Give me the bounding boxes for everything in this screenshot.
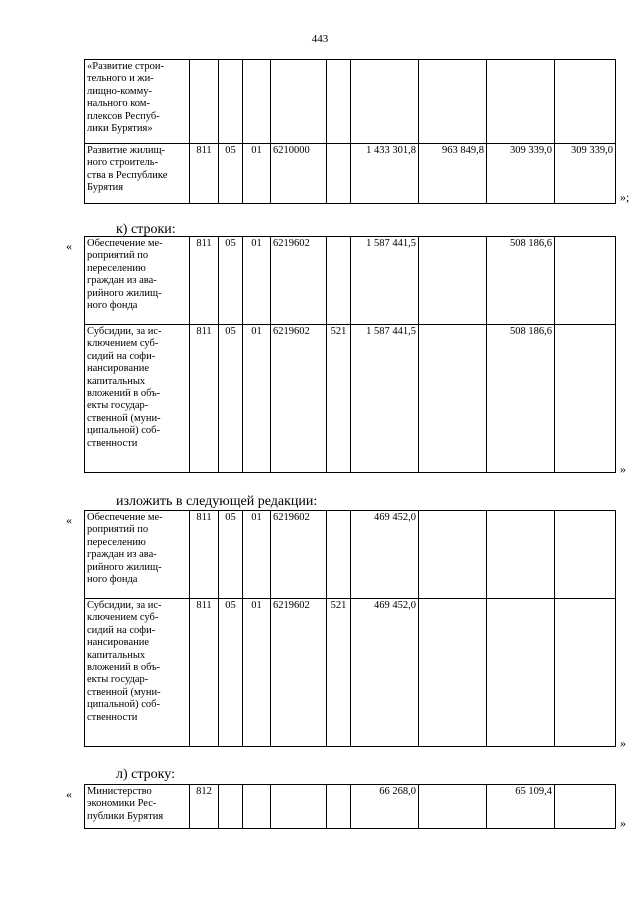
subsection-cell: 01 xyxy=(243,237,271,325)
amount-2015-cell xyxy=(555,599,616,747)
amount-2015-cell: 309 339,0 xyxy=(555,144,616,204)
amount-2013-cell: 1 587 441,5 xyxy=(351,237,419,325)
amount-2013-cell: 1 587 441,5 xyxy=(351,325,419,473)
table-row xyxy=(85,325,616,473)
row-name-cell: Развитие жилищ- ного строитель- ства в Республике Бурятия xyxy=(85,144,190,204)
row-name-cell: Обеспечение ме- роприятий по переселению граждан из ава- рийного жилищ- ного фонда xyxy=(85,237,190,325)
amount-2015-cell xyxy=(555,60,616,144)
expense-type-cell xyxy=(327,237,351,325)
budget-table-continued xyxy=(84,59,616,204)
target-item-cell: 6210000 xyxy=(271,144,327,204)
expense-type-cell: 521 xyxy=(327,325,351,473)
amount-col2-cell xyxy=(419,237,487,325)
admin-code-cell: 812 xyxy=(190,785,219,829)
expense-type-cell xyxy=(327,144,351,204)
section-cell: 05 xyxy=(219,144,243,204)
admin-code-cell: 811 xyxy=(190,144,219,204)
opening-quote: « xyxy=(66,239,72,253)
section-cell: 05 xyxy=(219,511,243,599)
amount-2014-cell xyxy=(487,60,555,144)
row-name-cell: Субсидии, за ис- ключением суб- сидий на софи- нансирование капитальных вложений в объ- екты государ- ственной (муни- ципальной) соб- ственности xyxy=(85,325,190,473)
amount-col2-cell xyxy=(419,60,487,144)
table-row xyxy=(85,599,616,747)
amount-col2-cell xyxy=(419,599,487,747)
section-cell xyxy=(219,785,243,829)
target-item-cell: 6219602 xyxy=(271,599,327,747)
expense-type-cell: 521 xyxy=(327,599,351,747)
target-item-cell: 6219602 xyxy=(271,325,327,473)
amount-col2-cell xyxy=(419,785,487,829)
amount-col2-cell xyxy=(419,511,487,599)
subsection-cell: 01 xyxy=(243,599,271,747)
admin-code-cell: 811 xyxy=(190,237,219,325)
subsection-cell: 01 xyxy=(243,144,271,204)
amount-2013-cell xyxy=(351,60,419,144)
table-row xyxy=(85,237,616,325)
amount-2013-cell: 1 433 301,8 xyxy=(351,144,419,204)
expense-type-cell xyxy=(327,785,351,829)
amount-col2-cell xyxy=(419,325,487,473)
section-cell: 05 xyxy=(219,237,243,325)
budget-table-new-rows xyxy=(84,510,616,747)
subsection-cell: 01 xyxy=(243,511,271,599)
amount-2014-cell: 309 339,0 xyxy=(487,144,555,204)
table-row xyxy=(85,511,616,599)
expense-type-cell xyxy=(327,511,351,599)
closing-quote: » xyxy=(620,736,626,750)
subsection-cell xyxy=(243,785,271,829)
subsection-cell: 01 xyxy=(243,325,271,473)
amount-2013-cell: 469 452,0 xyxy=(351,511,419,599)
admin-code-cell: 811 xyxy=(190,511,219,599)
table-row xyxy=(85,60,616,144)
amount-2015-cell xyxy=(555,325,616,473)
admin-code-cell: 811 xyxy=(190,599,219,747)
section-cell: 05 xyxy=(219,325,243,473)
section-cell: 05 xyxy=(219,599,243,747)
target-item-cell xyxy=(271,785,327,829)
target-item-cell: 6219602 xyxy=(271,511,327,599)
closing-quote: »; xyxy=(620,190,630,204)
amount-2015-cell xyxy=(555,237,616,325)
opening-quote: « xyxy=(66,513,72,527)
admin-code-cell xyxy=(190,60,219,144)
table-row xyxy=(85,144,616,204)
amount-col2-cell: 963 849,8 xyxy=(419,144,487,204)
amount-2014-cell: 65 109,4 xyxy=(487,785,555,829)
section-heading-new-edition: изложить в следующей редакции: xyxy=(116,494,318,509)
section-cell xyxy=(219,60,243,144)
amount-2014-cell xyxy=(487,599,555,747)
target-item-cell: 6219602 xyxy=(271,237,327,325)
amount-2015-cell xyxy=(555,785,616,829)
row-name-cell: Обеспечение ме- роприятий по переселению граждан из ава- рийного жилищ- ного фонда xyxy=(85,511,190,599)
closing-quote: » xyxy=(620,816,626,830)
amount-2013-cell: 66 268,0 xyxy=(351,785,419,829)
amount-2013-cell: 469 452,0 xyxy=(351,599,419,747)
amount-2015-cell xyxy=(555,511,616,599)
admin-code-cell: 811 xyxy=(190,325,219,473)
page-number: 443 xyxy=(311,33,329,45)
row-name-cell: Министерство экономики Рес- публики Бурятия xyxy=(85,785,190,829)
amount-2014-cell xyxy=(487,511,555,599)
amount-2014-cell: 508 186,6 xyxy=(487,325,555,473)
amount-2014-cell: 508 186,6 xyxy=(487,237,555,325)
closing-quote: » xyxy=(620,462,626,476)
subsection-cell xyxy=(243,60,271,144)
section-heading-k: к) строки: xyxy=(116,222,176,237)
expense-type-cell xyxy=(327,60,351,144)
row-name-cell: Субсидии, за ис- ключением суб- сидий на софи- нансирование капитальных вложений в объ- екты государ- ственной (муни- ципальной) соб- ственности xyxy=(85,599,190,747)
budget-table-ministry-row xyxy=(84,784,616,829)
opening-quote: « xyxy=(66,787,72,801)
target-item-cell xyxy=(271,60,327,144)
budget-table-old-rows xyxy=(84,236,616,473)
row-name-cell: «Развитие строи- тельного и жи- лищно-комму- нального ком- плексов Респуб- лики Бурятия» xyxy=(85,60,190,144)
section-heading-l: л) строку: xyxy=(116,767,175,782)
table-row xyxy=(85,785,616,829)
